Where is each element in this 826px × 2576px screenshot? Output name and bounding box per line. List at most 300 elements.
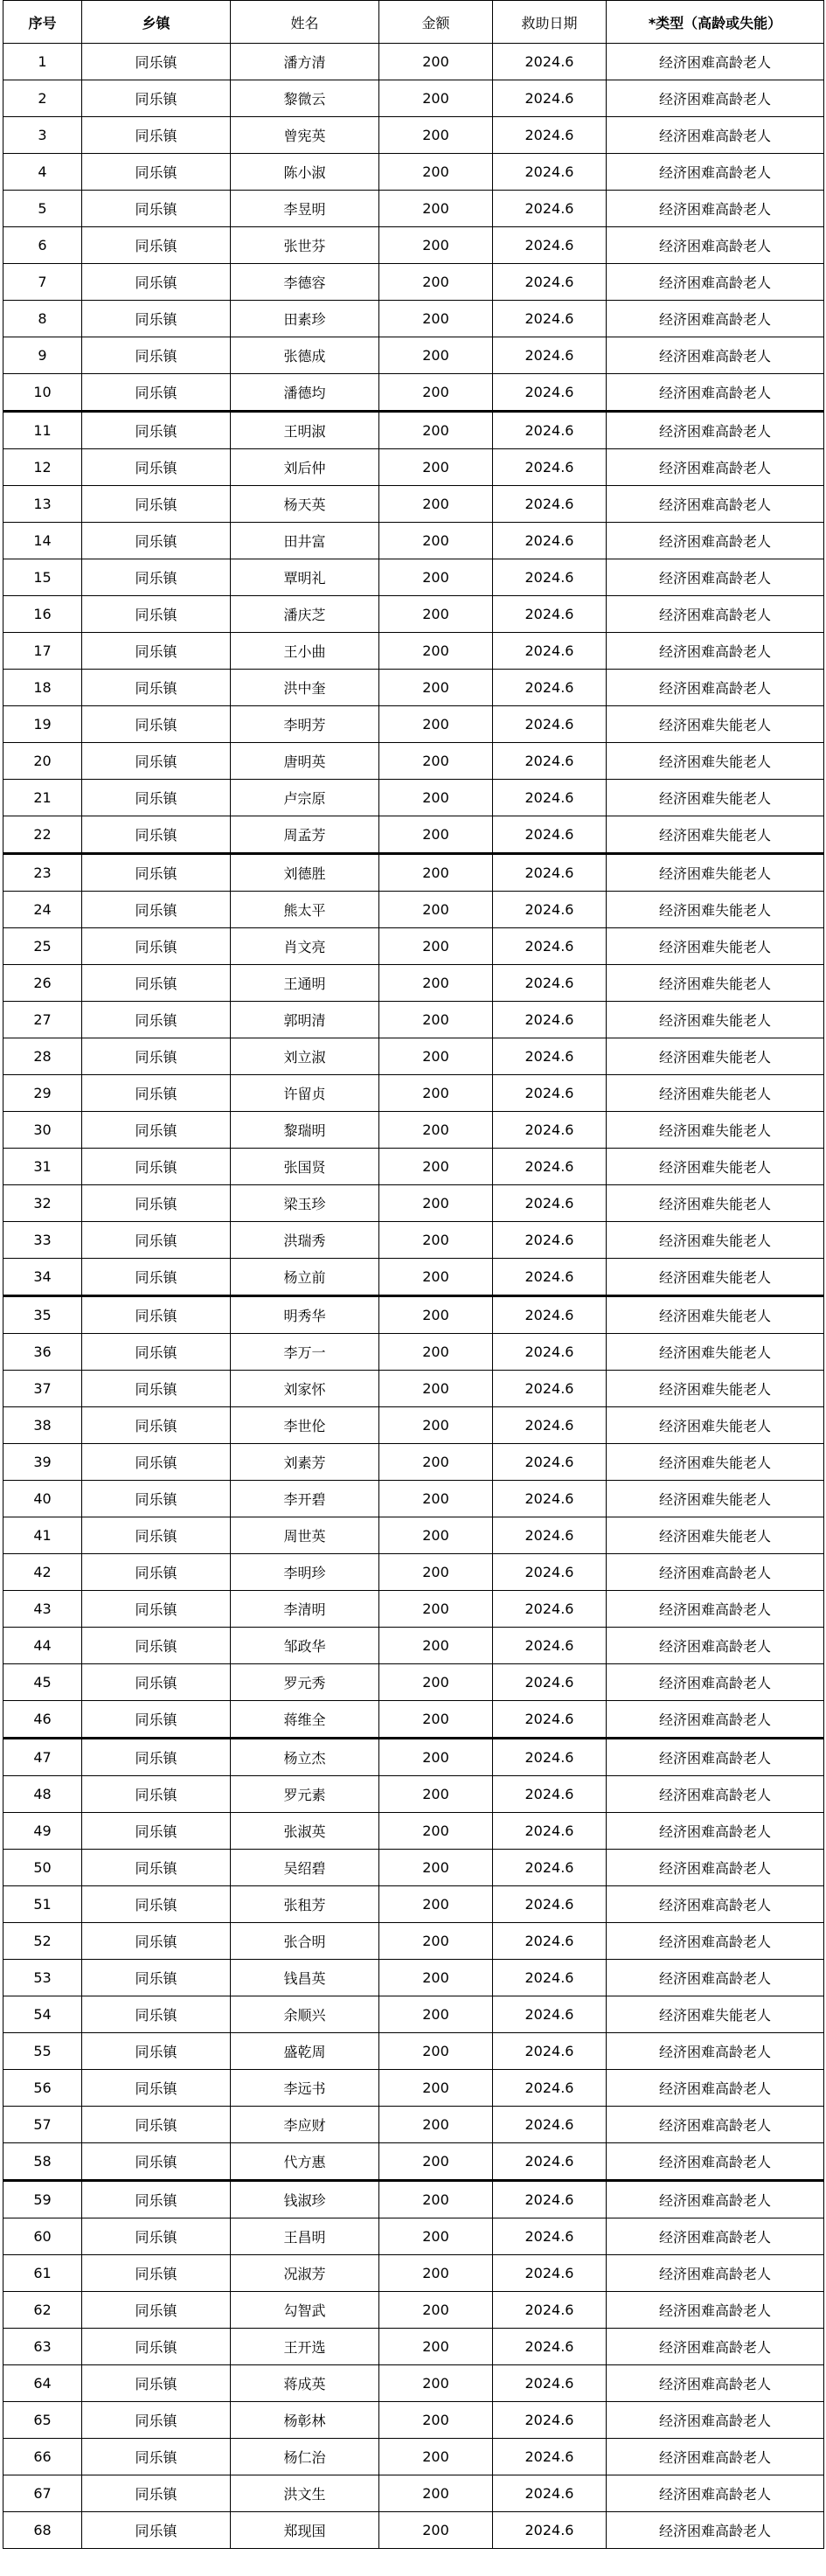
cell-town: 同乐镇: [82, 1038, 231, 1075]
cell-town: 同乐镇: [82, 2033, 231, 2070]
cell-type: 经济困难失能老人: [607, 1296, 824, 1334]
cell-town: 同乐镇: [82, 374, 231, 412]
cell-index: 51: [3, 1886, 82, 1923]
cell-index: 61: [3, 2255, 82, 2292]
cell-type: 经济困难失能老人: [607, 965, 824, 1002]
cell-type: 经济困难高龄老人: [607, 1591, 824, 1628]
cell-type: 经济困难高龄老人: [607, 1813, 824, 1850]
cell-town: 同乐镇: [82, 2107, 231, 2143]
cell-type: 经济困难失能老人: [607, 1185, 824, 1222]
table-row: [3, 2402, 824, 2439]
cell-town: 同乐镇: [82, 2255, 231, 2292]
cell-date: 2024.6: [493, 2475, 607, 2512]
cell-town: 同乐镇: [82, 337, 231, 374]
cell-town: 同乐镇: [82, 1628, 231, 1664]
cell-name: 明秀华: [231, 1296, 379, 1334]
cell-date: 2024.6: [493, 264, 607, 301]
cell-index: 23: [3, 854, 82, 892]
cell-type: 经济困难高龄老人: [607, 154, 824, 191]
cell-town: 同乐镇: [82, 780, 231, 816]
cell-date: 2024.6: [493, 412, 607, 449]
cell-date: 2024.6: [493, 892, 607, 928]
cell-name: 李应财: [231, 2107, 379, 2143]
cell-amount: 200: [379, 928, 493, 965]
cell-index: 14: [3, 523, 82, 559]
cell-type: 经济困难失能老人: [607, 1371, 824, 1407]
cell-date: 2024.6: [493, 117, 607, 154]
cell-type: 经济困难高龄老人: [607, 1923, 824, 1960]
cell-amount: 200: [379, 1886, 493, 1923]
cell-date: 2024.6: [493, 816, 607, 854]
cell-index: 67: [3, 2475, 82, 2512]
cell-type: 经济困难高龄老人: [607, 337, 824, 374]
cell-name: 李明芳: [231, 706, 379, 743]
cell-index: 31: [3, 1149, 82, 1185]
cell-name: 洪瑞秀: [231, 1222, 379, 1259]
cell-index: 41: [3, 1517, 82, 1554]
table-row: [3, 1591, 824, 1628]
table-row: [3, 854, 824, 892]
cell-date: 2024.6: [493, 1444, 607, 1481]
cell-name: 李万一: [231, 1334, 379, 1371]
cell-index: 68: [3, 2512, 82, 2549]
table-row: [3, 1554, 824, 1591]
cell-index: 42: [3, 1554, 82, 1591]
cell-date: 2024.6: [493, 2218, 607, 2255]
cell-town: 同乐镇: [82, 1075, 231, 1112]
cell-index: 20: [3, 743, 82, 780]
cell-date: 2024.6: [493, 965, 607, 1002]
cell-name: 盛乾周: [231, 2033, 379, 2070]
cell-name: 李开碧: [231, 1481, 379, 1517]
cell-amount: 200: [379, 2181, 493, 2218]
cell-amount: 200: [379, 2107, 493, 2143]
cell-name: 刘素芳: [231, 1444, 379, 1481]
cell-town: 同乐镇: [82, 1259, 231, 1296]
cell-name: 梁玉珍: [231, 1185, 379, 1222]
cell-date: 2024.6: [493, 1813, 607, 1850]
cell-date: 2024.6: [493, 2292, 607, 2329]
cell-index: 18: [3, 670, 82, 706]
table-row: [3, 928, 824, 965]
cell-type: 经济困难高龄老人: [607, 301, 824, 337]
cell-amount: 200: [379, 965, 493, 1002]
cell-index: 60: [3, 2218, 82, 2255]
cell-town: 同乐镇: [82, 1813, 231, 1850]
cell-date: 2024.6: [493, 301, 607, 337]
table-header-row: [3, 1, 824, 44]
cell-name: 余顺兴: [231, 1996, 379, 2033]
cell-name: 张德成: [231, 337, 379, 374]
cell-type: 经济困难高龄老人: [607, 117, 824, 154]
cell-amount: 200: [379, 1407, 493, 1444]
cell-amount: 200: [379, 2365, 493, 2402]
cell-name: 况淑芳: [231, 2255, 379, 2292]
cell-index: 35: [3, 1296, 82, 1334]
cell-index: 43: [3, 1591, 82, 1628]
cell-town: 同乐镇: [82, 1664, 231, 1701]
table-row: [3, 449, 824, 486]
table-row: [3, 301, 824, 337]
cell-date: 2024.6: [493, 44, 607, 80]
cell-index: 16: [3, 596, 82, 633]
cell-date: 2024.6: [493, 449, 607, 486]
cell-index: 15: [3, 559, 82, 596]
cell-town: 同乐镇: [82, 1185, 231, 1222]
cell-date: 2024.6: [493, 2107, 607, 2143]
cell-town: 同乐镇: [82, 706, 231, 743]
cell-date: 2024.6: [493, 1185, 607, 1222]
cell-town: 同乐镇: [82, 2070, 231, 2107]
cell-type: 经济困难高龄老人: [607, 227, 824, 264]
cell-date: 2024.6: [493, 1334, 607, 1371]
cell-name: 刘德胜: [231, 854, 379, 892]
cell-town: 同乐镇: [82, 892, 231, 928]
cell-name: 张世芬: [231, 227, 379, 264]
cell-index: 30: [3, 1112, 82, 1149]
cell-amount: 200: [379, 2439, 493, 2475]
cell-index: 21: [3, 780, 82, 816]
cell-date: 2024.6: [493, 337, 607, 374]
cell-amount: 200: [379, 1334, 493, 1371]
cell-index: 5: [3, 191, 82, 227]
cell-name: 黎瑞明: [231, 1112, 379, 1149]
cell-name: 王小曲: [231, 633, 379, 670]
cell-town: 同乐镇: [82, 596, 231, 633]
cell-name: 张国贤: [231, 1149, 379, 1185]
cell-type: 经济困难高龄老人: [607, 374, 824, 412]
cell-amount: 200: [379, 1075, 493, 1112]
table-row: [3, 523, 824, 559]
cell-amount: 200: [379, 2512, 493, 2549]
table-row: [3, 1334, 824, 1371]
cell-date: 2024.6: [493, 1886, 607, 1923]
cell-town: 同乐镇: [82, 2365, 231, 2402]
cell-type: 经济困难高龄老人: [607, 2033, 824, 2070]
table-row: [3, 670, 824, 706]
cell-type: 经济困难高龄老人: [607, 1776, 824, 1813]
cell-town: 同乐镇: [82, 1444, 231, 1481]
cell-town: 同乐镇: [82, 1923, 231, 1960]
cell-town: 同乐镇: [82, 117, 231, 154]
cell-index: 49: [3, 1813, 82, 1850]
cell-index: 33: [3, 1222, 82, 1259]
cell-town: 同乐镇: [82, 928, 231, 965]
table-row: [3, 965, 824, 1002]
cell-date: 2024.6: [493, 559, 607, 596]
cell-type: 经济困难失能老人: [607, 1996, 824, 2033]
cell-index: 9: [3, 337, 82, 374]
table-row: [3, 117, 824, 154]
cell-town: 同乐镇: [82, 559, 231, 596]
header-index: 序号: [3, 1, 82, 44]
cell-index: 6: [3, 227, 82, 264]
cell-amount: 200: [379, 1923, 493, 1960]
cell-name: 王开选: [231, 2329, 379, 2365]
table-row: [3, 80, 824, 117]
cell-amount: 200: [379, 2143, 493, 2181]
cell-town: 同乐镇: [82, 1886, 231, 1923]
cell-name: 杨立杰: [231, 1739, 379, 1776]
cell-amount: 200: [379, 1664, 493, 1701]
table-row: [3, 2218, 824, 2255]
cell-index: 40: [3, 1481, 82, 1517]
cell-town: 同乐镇: [82, 449, 231, 486]
cell-date: 2024.6: [493, 1481, 607, 1517]
cell-name: 刘家怀: [231, 1371, 379, 1407]
cell-type: 经济困难高龄老人: [607, 2070, 824, 2107]
cell-amount: 200: [379, 2292, 493, 2329]
table-row: [3, 1996, 824, 2033]
cell-type: 经济困难失能老人: [607, 706, 824, 743]
cell-amount: 200: [379, 337, 493, 374]
cell-amount: 200: [379, 1776, 493, 1813]
cell-name: 蒋成英: [231, 2365, 379, 2402]
cell-name: 周世英: [231, 1517, 379, 1554]
cell-amount: 200: [379, 1701, 493, 1739]
cell-town: 同乐镇: [82, 1481, 231, 1517]
cell-index: 29: [3, 1075, 82, 1112]
cell-type: 经济困难高龄老人: [607, 2181, 824, 2218]
table-row: [3, 2255, 824, 2292]
cell-index: 4: [3, 154, 82, 191]
cell-amount: 200: [379, 227, 493, 264]
cell-town: 同乐镇: [82, 264, 231, 301]
cell-index: 53: [3, 1960, 82, 1996]
cell-date: 2024.6: [493, 596, 607, 633]
cell-amount: 200: [379, 264, 493, 301]
cell-amount: 200: [379, 44, 493, 80]
cell-date: 2024.6: [493, 1407, 607, 1444]
table-row: [3, 1517, 824, 1554]
cell-index: 64: [3, 2365, 82, 2402]
cell-date: 2024.6: [493, 1371, 607, 1407]
cell-amount: 200: [379, 80, 493, 117]
table-row: [3, 191, 824, 227]
cell-type: 经济困难高龄老人: [607, 670, 824, 706]
cell-name: 田井富: [231, 523, 379, 559]
cell-index: 45: [3, 1664, 82, 1701]
cell-index: 7: [3, 264, 82, 301]
cell-name: 王明淑: [231, 412, 379, 449]
cell-date: 2024.6: [493, 1739, 607, 1776]
cell-index: 22: [3, 816, 82, 854]
table-row: [3, 1407, 824, 1444]
table-row: [3, 2475, 824, 2512]
cell-date: 2024.6: [493, 1664, 607, 1701]
cell-index: 44: [3, 1628, 82, 1664]
table-row: [3, 596, 824, 633]
cell-town: 同乐镇: [82, 227, 231, 264]
cell-index: 65: [3, 2402, 82, 2439]
cell-amount: 200: [379, 1481, 493, 1517]
cell-index: 39: [3, 1444, 82, 1481]
cell-type: 经济困难高龄老人: [607, 1960, 824, 1996]
table-row: [3, 559, 824, 596]
cell-date: 2024.6: [493, 486, 607, 523]
header-type: *类型（高龄或失能）: [607, 1, 824, 44]
cell-type: 经济困难高龄老人: [607, 2329, 824, 2365]
cell-amount: 200: [379, 1517, 493, 1554]
cell-town: 同乐镇: [82, 301, 231, 337]
cell-amount: 200: [379, 854, 493, 892]
cell-type: 经济困难高龄老人: [607, 2475, 824, 2512]
cell-date: 2024.6: [493, 1517, 607, 1554]
cell-index: 10: [3, 374, 82, 412]
cell-type: 经济困难失能老人: [607, 1334, 824, 1371]
cell-index: 2: [3, 80, 82, 117]
table-row: [3, 1444, 824, 1481]
table-row: [3, 1296, 824, 1334]
table-row: [3, 1776, 824, 1813]
cell-name: 覃明礼: [231, 559, 379, 596]
cell-date: 2024.6: [493, 1628, 607, 1664]
cell-amount: 200: [379, 1371, 493, 1407]
cell-index: 25: [3, 928, 82, 965]
cell-index: 50: [3, 1850, 82, 1886]
cell-name: 潘方清: [231, 44, 379, 80]
cell-town: 同乐镇: [82, 154, 231, 191]
cell-town: 同乐镇: [82, 1701, 231, 1739]
cell-name: 刘立淑: [231, 1038, 379, 1075]
cell-name: 王通明: [231, 965, 379, 1002]
cell-date: 2024.6: [493, 374, 607, 412]
cell-amount: 200: [379, 633, 493, 670]
cell-name: 卢宗原: [231, 780, 379, 816]
cell-town: 同乐镇: [82, 523, 231, 559]
cell-index: 47: [3, 1739, 82, 1776]
cell-amount: 200: [379, 2475, 493, 2512]
cell-town: 同乐镇: [82, 1149, 231, 1185]
table-row: [3, 337, 824, 374]
cell-name: 罗元素: [231, 1776, 379, 1813]
cell-amount: 200: [379, 1259, 493, 1296]
cell-type: 经济困难高龄老人: [607, 1886, 824, 1923]
cell-date: 2024.6: [493, 1075, 607, 1112]
cell-name: 邹政华: [231, 1628, 379, 1664]
cell-name: 陈小淑: [231, 154, 379, 191]
table-row: [3, 1259, 824, 1296]
cell-date: 2024.6: [493, 1002, 607, 1038]
cell-date: 2024.6: [493, 706, 607, 743]
cell-date: 2024.6: [493, 670, 607, 706]
cell-index: 37: [3, 1371, 82, 1407]
cell-town: 同乐镇: [82, 1996, 231, 2033]
cell-type: 经济困难高龄老人: [607, 2512, 824, 2549]
cell-index: 32: [3, 1185, 82, 1222]
cell-name: 罗元秀: [231, 1664, 379, 1701]
cell-town: 同乐镇: [82, 670, 231, 706]
cell-date: 2024.6: [493, 633, 607, 670]
cell-town: 同乐镇: [82, 2439, 231, 2475]
cell-index: 57: [3, 2107, 82, 2143]
table-row: [3, 1850, 824, 1886]
table-row: [3, 892, 824, 928]
cell-name: 杨彰林: [231, 2402, 379, 2439]
cell-date: 2024.6: [493, 191, 607, 227]
cell-amount: 200: [379, 1112, 493, 1149]
table-row: [3, 2292, 824, 2329]
cell-name: 杨仁治: [231, 2439, 379, 2475]
cell-date: 2024.6: [493, 1259, 607, 1296]
table-row: [3, 44, 824, 80]
cell-amount: 200: [379, 1185, 493, 1222]
cell-name: 肖文亮: [231, 928, 379, 965]
cell-amount: 200: [379, 1554, 493, 1591]
cell-index: 63: [3, 2329, 82, 2365]
table-row: [3, 2512, 824, 2549]
cell-amount: 200: [379, 706, 493, 743]
cell-amount: 200: [379, 780, 493, 816]
cell-name: 熊太平: [231, 892, 379, 928]
cell-name: 曾宪英: [231, 117, 379, 154]
cell-town: 同乐镇: [82, 1112, 231, 1149]
cell-amount: 200: [379, 1002, 493, 1038]
table-row: [3, 486, 824, 523]
cell-type: 经济困难失能老人: [607, 892, 824, 928]
cell-index: 26: [3, 965, 82, 1002]
relief-table-container: [3, 0, 823, 2549]
table-row: [3, 2439, 824, 2475]
cell-name: 勾智武: [231, 2292, 379, 2329]
cell-amount: 200: [379, 523, 493, 559]
cell-town: 同乐镇: [82, 2512, 231, 2549]
cell-town: 同乐镇: [82, 412, 231, 449]
cell-index: 46: [3, 1701, 82, 1739]
cell-date: 2024.6: [493, 1296, 607, 1334]
cell-amount: 200: [379, 1960, 493, 1996]
cell-amount: 200: [379, 892, 493, 928]
cell-town: 同乐镇: [82, 2402, 231, 2439]
cell-amount: 200: [379, 2255, 493, 2292]
cell-date: 2024.6: [493, 2329, 607, 2365]
cell-date: 2024.6: [493, 2143, 607, 2181]
cell-name: 郑现国: [231, 2512, 379, 2549]
cell-amount: 200: [379, 1444, 493, 1481]
cell-amount: 200: [379, 1628, 493, 1664]
cell-index: 59: [3, 2181, 82, 2218]
cell-amount: 200: [379, 2033, 493, 2070]
cell-amount: 200: [379, 1296, 493, 1334]
cell-name: 郭明清: [231, 1002, 379, 1038]
cell-amount: 200: [379, 1850, 493, 1886]
table-row: [3, 264, 824, 301]
table-row: [3, 1481, 824, 1517]
cell-name: 洪中奎: [231, 670, 379, 706]
cell-type: 经济困难失能老人: [607, 780, 824, 816]
cell-type: 经济困难高龄老人: [607, 523, 824, 559]
cell-type: 经济困难失能老人: [607, 1112, 824, 1149]
cell-date: 2024.6: [493, 1112, 607, 1149]
table-row: [3, 227, 824, 264]
cell-amount: 200: [379, 412, 493, 449]
cell-type: 经济困难高龄老人: [607, 191, 824, 227]
cell-name: 代方惠: [231, 2143, 379, 2181]
cell-date: 2024.6: [493, 227, 607, 264]
cell-name: 唐明英: [231, 743, 379, 780]
cell-index: 1: [3, 44, 82, 80]
cell-town: 同乐镇: [82, 1554, 231, 1591]
cell-town: 同乐镇: [82, 1517, 231, 1554]
cell-town: 同乐镇: [82, 1296, 231, 1334]
cell-date: 2024.6: [493, 2512, 607, 2549]
cell-type: 经济困难高龄老人: [607, 2143, 824, 2181]
table-row: [3, 816, 824, 854]
table-row: [3, 1075, 824, 1112]
table-row: [3, 1185, 824, 1222]
cell-date: 2024.6: [493, 1701, 607, 1739]
cell-date: 2024.6: [493, 854, 607, 892]
